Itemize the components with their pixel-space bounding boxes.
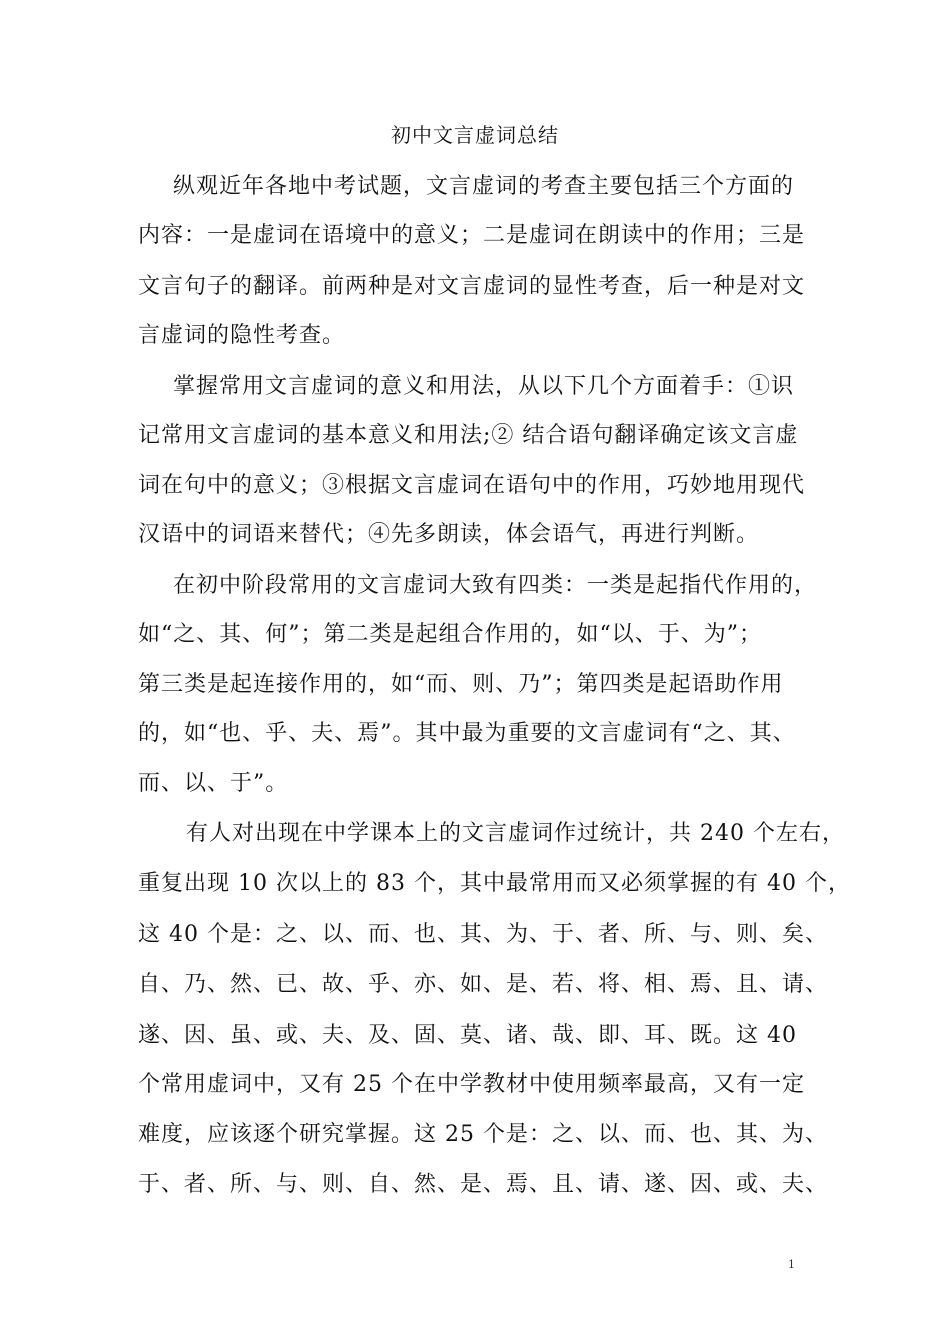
paragraph-2-line-1: 掌握常用文言虚词的意义和用法，从以下几个方面着手：①识 (173, 374, 795, 399)
paragraph-3-line-1: 在初中阶段常用的文言虚词大致有四类：一类是起指代作用的， (173, 573, 818, 598)
paragraph-2-line-2: 记常用文言虚词的基本意义和用法;② 结合语句翻译确定该文言虚 (138, 423, 799, 448)
paragraph-2-line-4: 汉语中的词语来替代；④先多朗读，体会语气，再进行判断。 (138, 522, 760, 547)
paragraph-4-line-2: 重复出现 10 次以上的 83 个，其中最常用而又必须掌握的有 40 个， (138, 871, 851, 896)
paragraph-4-line-3: 这 40 个是：之、以、而、也、其、为、于、者、所、与、则、矣、 (138, 922, 828, 947)
paragraph-4-line-4: 自、乃、然、已、故、乎、亦、如、是、若、将、相、焉、且、请、 (138, 972, 829, 997)
paragraph-4-line-6: 个常用虚词中，又有 25 个在中学教材中使用频率最高，又有一定 (138, 1072, 805, 1097)
paragraph-1-line-1: 纵观近年各地中考试题，文言虚词的考查主要包括三个方面的 (173, 174, 795, 199)
paragraph-4-line-7: 难度，应该逐个研究掌握。这 25 个是：之、以、而、也、其、为、 (138, 1122, 828, 1147)
paragraph-1-line-4: 言虚词的隐性考查。 (138, 323, 346, 348)
paragraph-3-line-3: 第三类是起连接作用的，如“而、则、乃”；第四类是起语助作用 (138, 672, 784, 697)
paragraph-2-line-3: 词在句中的意义；③根据文言虚词在语句中的作用，巧妙地用现代 (138, 473, 806, 498)
paragraph-1-line-3: 文言句子的翻译。前两种是对文言虚词的显性考查，后一种是对文 (138, 274, 806, 299)
page-number: 1 (788, 1258, 795, 1271)
paragraph-4-line-8: 于、者、所、与、则、自、然、是、焉、且、请、遂、因、或、夫、 (138, 1172, 829, 1197)
paragraph-4-line-1: 有人对出现在中学课本上的文言虚词作过统计，共 240 个左右， (186, 821, 845, 846)
paragraph-4-line-5: 遂、因、虽、或、夫、及、固、莫、诸、哉、即、耳、既。这 40 (138, 1023, 797, 1048)
paragraph-1-line-2: 内容：一是虚词在语境中的意义；二是虚词在朗读中的作用；三是 (138, 223, 806, 248)
paragraph-3-line-2: 如“之、其、何”；第二类是起组合作用的，如“以、于、为”； (138, 622, 762, 647)
document-title: 初中文言虚词总结 (391, 123, 559, 147)
paragraph-3-line-4: 的，如“也、乎、夫、焉”。其中最为重要的文言虚词有“之、其、 (138, 721, 796, 746)
paragraph-3-line-5: 而、以、于”。 (138, 771, 289, 796)
